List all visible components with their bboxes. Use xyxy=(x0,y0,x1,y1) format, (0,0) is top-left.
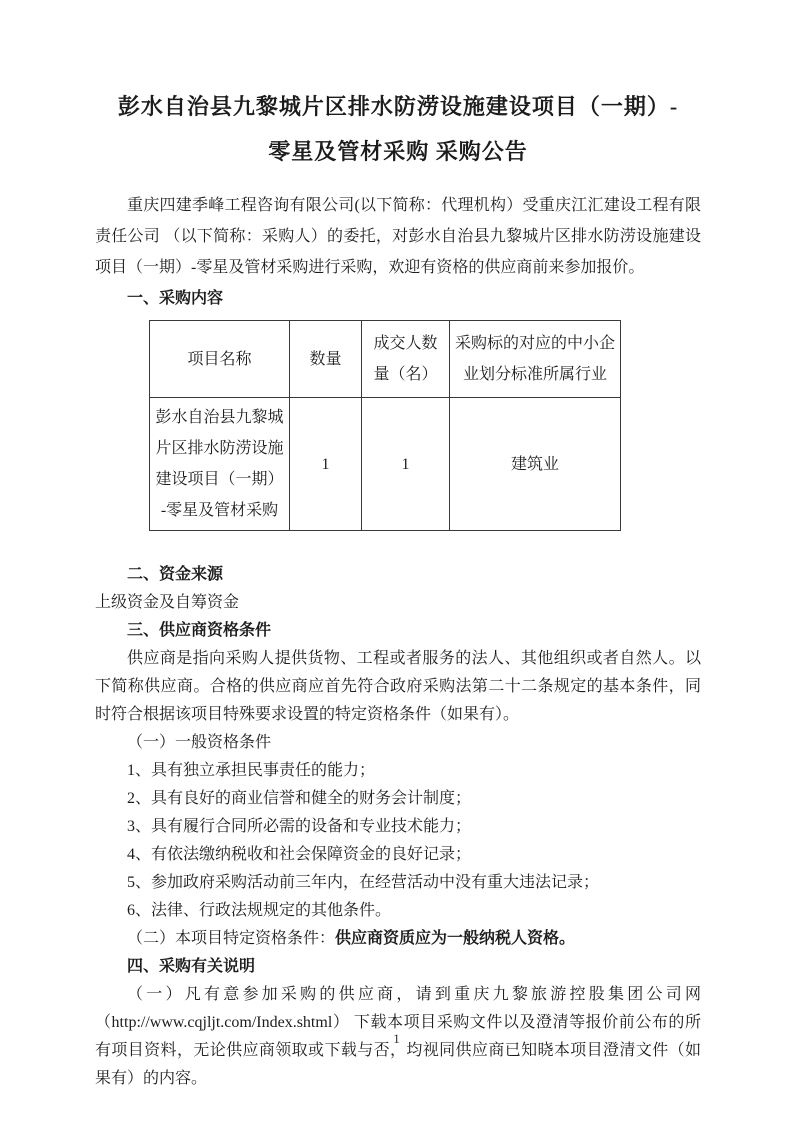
table-cell-project-name: 彭水自治县九黎城片区排水防涝设施建设项目（一期）-零星及管材采购 xyxy=(150,398,290,531)
table-cell-industry: 建筑业 xyxy=(450,398,621,531)
page-number: 1 xyxy=(393,1031,400,1046)
specific-qualification-line xyxy=(95,925,701,953)
table-cell-winner-count: 1 xyxy=(362,398,450,531)
procurement-note-paragraph: （一）凡有意参加采购的供应商，请到重庆九黎旅游控股集团公司网（http://www.cqjljt.com/Index.shtml） 下载本项目采购文件以及澄清等报价前公布的所有项目资料，无论供应商领取或下载与否，均视同供应商已知晓本项目澄清文件（如果有）的内容。 xyxy=(95,986,701,1087)
intro-paragraph: 重庆四建季峰工程咨询有限公司(以下简称：代理机构）受重庆江汇建设工程有限责任公司 （以下简称：采购人）的委托，对彭水自治县九黎城片区排水防涝设施建设项目（一期）-零星及管材采购进行采购，欢迎有资格的供应商前来参加报价。 xyxy=(95,197,701,276)
general-qualification-heading: （一）一般资格条件 xyxy=(127,734,272,751)
table-header-row xyxy=(150,321,621,398)
supplier-qualification-intro: 供应商是指向采购人提供货物、工程或者服务的法人、其他组织或者自然人。以下简称供应商。合格的供应商应首先符合政府采购法第二十二条规定的基本条件，同时符合根据该项目特殊要求设置的特定资格条件（如果有）。 xyxy=(95,650,701,723)
section-heading-supplier-qualification: 三、供应商资格条件 xyxy=(127,622,272,639)
document-title xyxy=(95,84,701,174)
qualification-item-4: 4、有依法缴纳税收和社会保障资金的良好记录； xyxy=(127,846,472,863)
table-header-quantity: 数量 xyxy=(290,321,362,398)
post-table-sections xyxy=(95,561,701,1093)
qualification-item-1: 1、具有独立承担民事责任的能力； xyxy=(127,762,376,779)
qualification-item-2: 2、具有良好的商业信誉和健全的财务会计制度； xyxy=(127,790,472,807)
table-header-project-name: 项目名称 xyxy=(150,321,290,398)
table-header-winner-count: 成交人数量（名） xyxy=(362,321,450,398)
section-heading-procurement-notes: 四、采购有关说明 xyxy=(127,958,256,975)
document-title-line-1: 彭水自治县九黎城片区排水防涝设施建设项目（一期）- xyxy=(117,94,679,119)
qualification-item-5: 5、参加政府采购活动前三年内，在经营活动中没有重大违法记录； xyxy=(127,874,600,891)
table-header-industry: 采购标的对应的中小企业划分标准所属行业 xyxy=(450,321,621,398)
section-heading-procurement-content: 一、采购内容 xyxy=(127,290,224,307)
procurement-table-header xyxy=(150,321,621,398)
funding-source-text: 上级资金及自筹资金 xyxy=(95,594,240,611)
procurement-table xyxy=(149,320,621,531)
section-heading-funding-source: 二、资金来源 xyxy=(127,566,224,583)
specific-qualification-label: （二）本项目特定资格条件： xyxy=(127,930,336,947)
table-row xyxy=(150,398,621,531)
procurement-table-body xyxy=(150,398,621,531)
specific-qualification-value: 供应商资质应为一般纳税人资格。 xyxy=(335,930,576,947)
qualification-item-3: 3、具有履行合同所必需的设备和专业技术能力； xyxy=(127,818,472,835)
table-cell-quantity: 1 xyxy=(290,398,362,531)
qualification-item-6: 6、法律、行政法规规定的其他条件。 xyxy=(127,902,392,919)
document-content xyxy=(95,84,701,1093)
document-title-line-2: 零星及管材采购 采购公告 xyxy=(268,139,528,164)
